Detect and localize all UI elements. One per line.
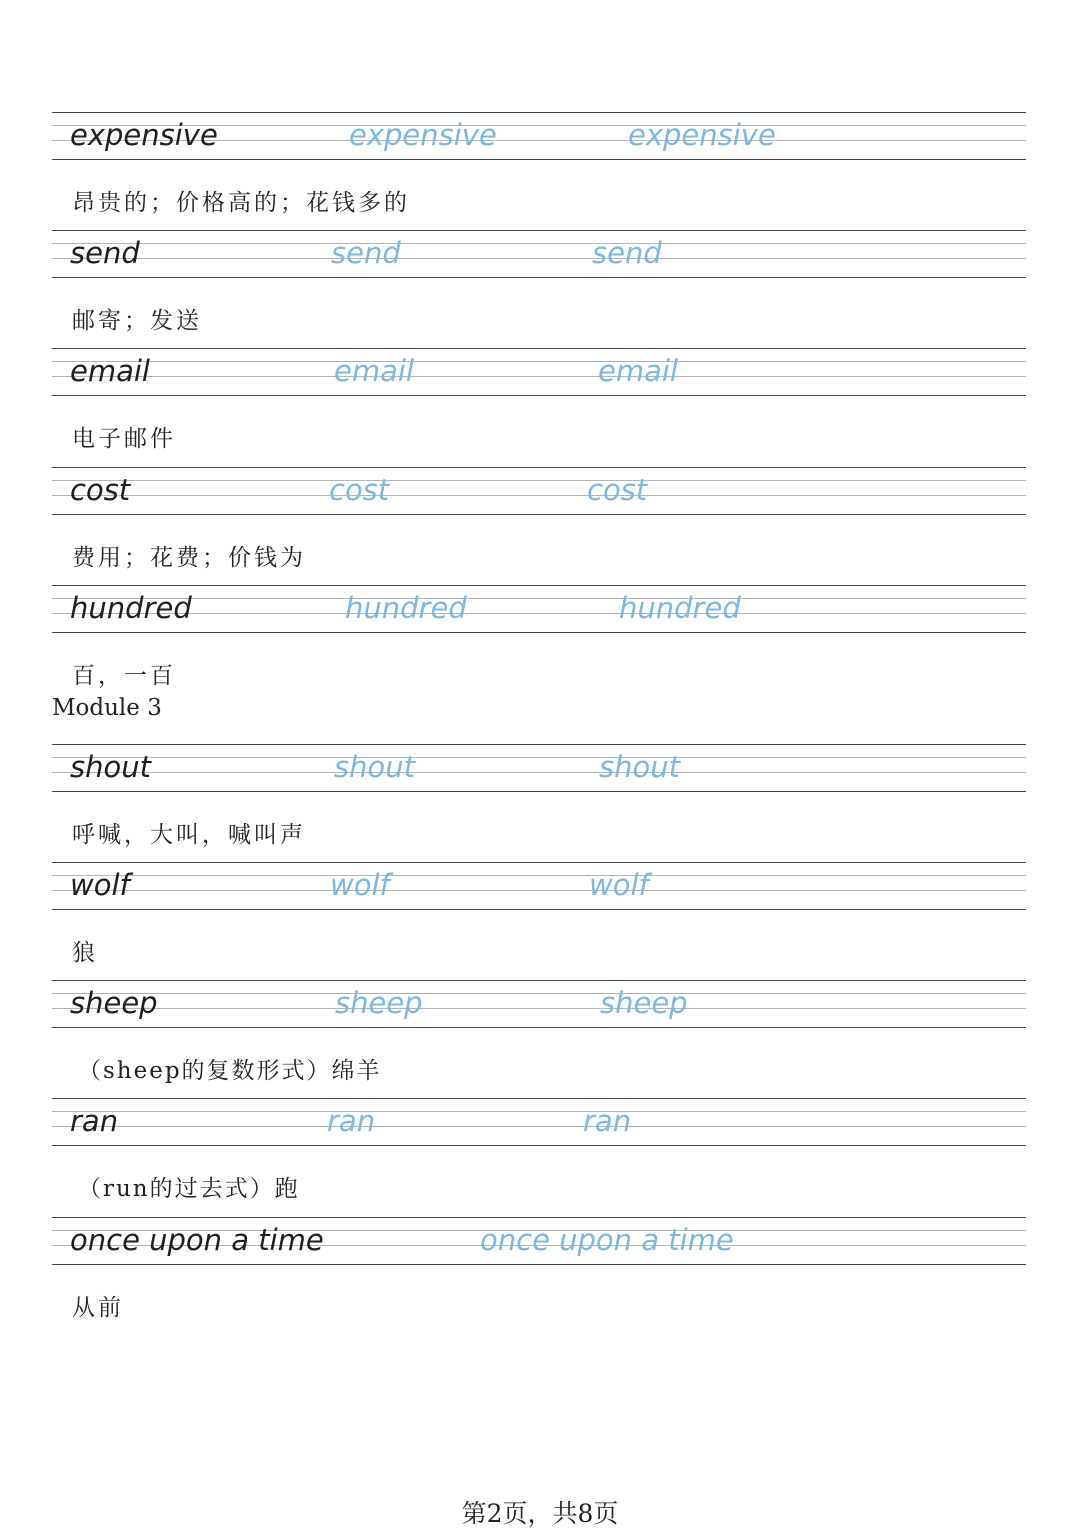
trace-word: expensive: [349, 118, 497, 152]
four-line-band: [52, 1098, 1026, 1147]
entry-hundred: [52, 585, 1026, 703]
four-line-band: [52, 585, 1026, 634]
four-line-band: [52, 744, 1026, 793]
vocab-word: hundred: [70, 591, 192, 625]
trace-word: email: [598, 354, 678, 388]
entry-send: [52, 230, 1026, 348]
chinese-meaning: 费用；花费；价钱为: [72, 545, 306, 571]
entry-ran: [52, 1098, 1026, 1216]
four-line-band: [52, 467, 1026, 516]
vocab-word: email: [70, 354, 150, 388]
trace-word: once upon a time: [480, 1223, 734, 1257]
entry-email: [52, 348, 1026, 466]
vocab-word: once upon a time: [70, 1223, 324, 1257]
chinese-meaning: 百，一百: [72, 663, 176, 689]
entry-wolf: [52, 862, 1026, 980]
trace-word: wolf: [589, 868, 649, 902]
trace-word: email: [334, 354, 414, 388]
vocab-word: shout: [70, 750, 151, 784]
entry-cost: [52, 467, 1026, 585]
chinese-meaning: （sheep的复数形式）绵羊: [78, 1058, 382, 1084]
module-heading: Module 3: [52, 695, 162, 721]
chinese-meaning: 从前: [72, 1295, 124, 1321]
chinese-meaning: （run的过去式）跑: [78, 1176, 300, 1202]
entry-sheep: [52, 980, 1026, 1098]
four-line-band: [52, 862, 1026, 911]
four-line-band: [52, 348, 1026, 397]
chinese-meaning: 邮寄；发送: [72, 308, 202, 334]
trace-word: cost: [329, 473, 390, 507]
trace-word: send: [592, 236, 662, 270]
page-number: 第2页，共8页: [461, 1499, 619, 1528]
vocab-word: sheep: [70, 986, 158, 1020]
trace-word: hundred: [619, 591, 741, 625]
vocab-word: ran: [70, 1104, 119, 1138]
trace-word: shout: [599, 750, 680, 784]
chinese-meaning: 昂贵的；价格高的；花钱多的: [72, 190, 410, 216]
entry-once-upon-a-time: [52, 1217, 1026, 1335]
vocab-word: cost: [70, 473, 131, 507]
trace-word: ran: [583, 1104, 632, 1138]
trace-word: expensive: [628, 118, 776, 152]
vocab-word: wolf: [70, 868, 130, 902]
trace-word: hundred: [345, 591, 467, 625]
chinese-meaning: 狼: [72, 940, 98, 966]
trace-word: shout: [334, 750, 415, 784]
chinese-meaning: 电子邮件: [72, 426, 176, 452]
trace-word: send: [331, 236, 401, 270]
trace-word: cost: [587, 473, 648, 507]
trace-word: sheep: [600, 986, 688, 1020]
vocab-word: send: [70, 236, 140, 270]
vocab-word: expensive: [70, 118, 218, 152]
four-line-band: [52, 980, 1026, 1029]
trace-word: sheep: [335, 986, 423, 1020]
entry-expensive: [52, 112, 1026, 230]
chinese-meaning: 呼喊，大叫，喊叫声: [72, 822, 306, 848]
trace-word: ran: [327, 1104, 376, 1138]
entry-shout: [52, 744, 1026, 862]
four-line-band: [52, 230, 1026, 279]
trace-word: wolf: [330, 868, 390, 902]
